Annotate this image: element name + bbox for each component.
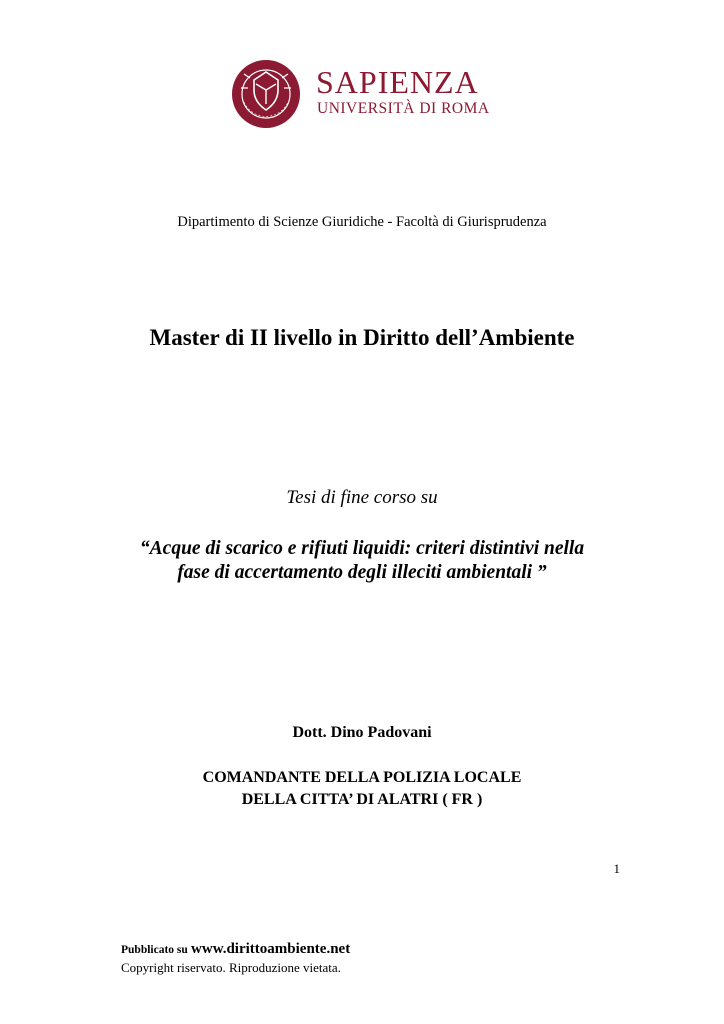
page-number: 1 — [613, 861, 620, 876]
thesis-intro: Tesi di fine corso su — [286, 487, 438, 508]
department-line: Dipartimento di Scienze Giuridiche - Facoltà di Giurisprudenza — [177, 214, 547, 230]
thesis-title-line-1: “Acque di scarico e rifiuti liquidi: criteri distintivi nella — [139, 538, 585, 559]
thesis-title — [0, 537, 724, 585]
master-title: Master di II livello in Diritto dell’Ambiente — [149, 325, 575, 350]
role-line-1: COMANDANTE DELLA POLIZIA LOCALE — [202, 769, 522, 786]
thesis-title-line-2: fase di accertamento degli illeciti ambientali ” — [177, 562, 547, 583]
website-link[interactable]: www.dirittoambiente.net — [191, 941, 351, 957]
author-role — [0, 767, 724, 811]
role-line-2: DELLA CITTA’ DI ALATRI ( FR ) — [241, 791, 483, 808]
published-label: Pubblicato su — [121, 944, 188, 956]
university-name: SAPIENZA — [316, 64, 479, 100]
university-logo — [230, 58, 490, 130]
footer — [121, 940, 350, 976]
copyright-notice: Copyright riservato. Riproduzione vietata. — [121, 960, 341, 975]
university-subtitle: UNIVERSITÀ DI ROMA — [317, 100, 490, 117]
author-name: Dott. Dino Padovani — [292, 724, 432, 741]
seal-icon — [230, 58, 302, 130]
